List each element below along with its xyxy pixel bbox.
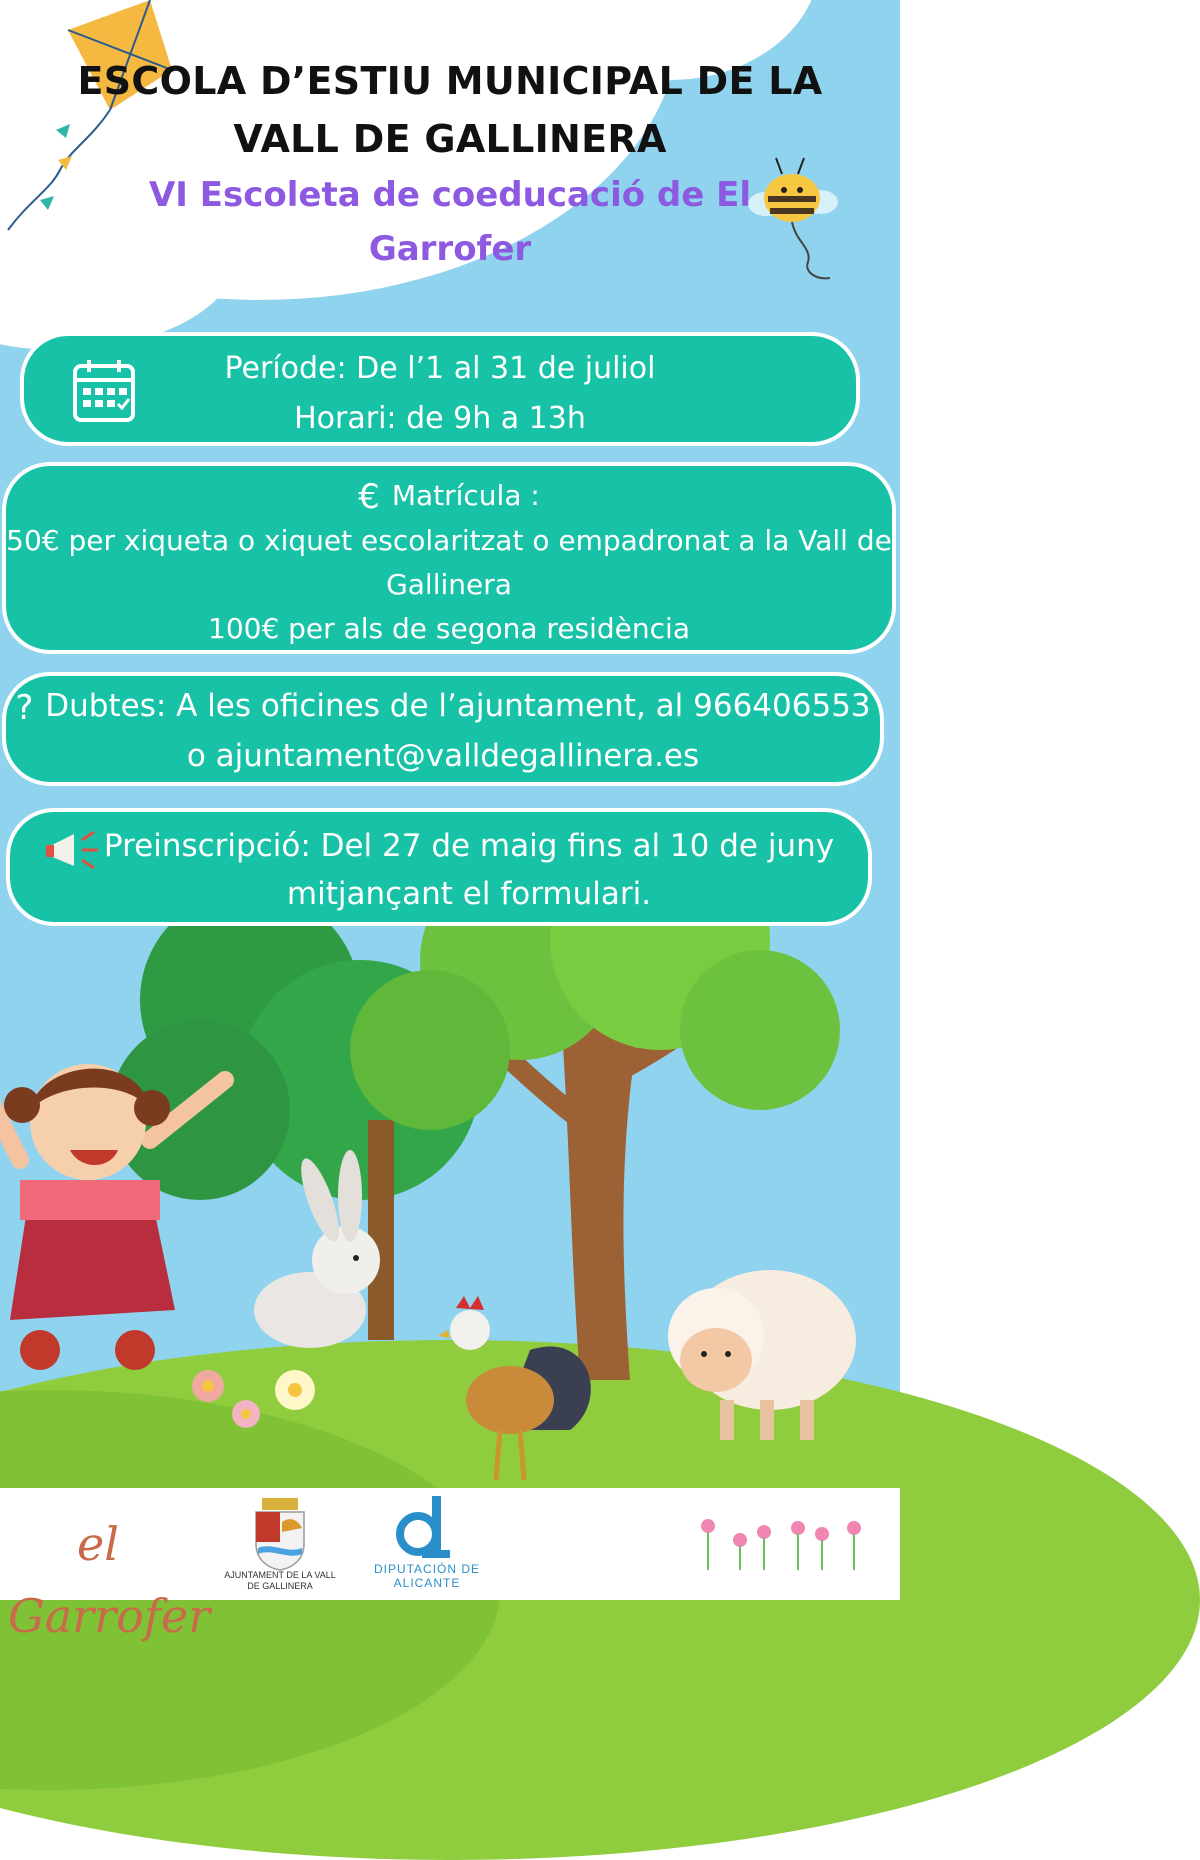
poster-title: ESCOLA D’ESTIU MUNICIPAL DE LA VALL DE GALLINERA xyxy=(77,59,823,161)
enrollment-heading: Matrícula : xyxy=(391,479,540,512)
fee-local-text: 50€ per xiqueta o xiquet escolaritzat o empadronat a la Vall de Gallinera xyxy=(6,524,892,601)
schedule-panel xyxy=(20,332,860,446)
questions-panel xyxy=(2,672,884,786)
megaphone-icon xyxy=(44,826,100,874)
preregistration-panel xyxy=(6,808,872,926)
fee-second-home-text: 100€ per als de segona residència xyxy=(208,612,690,645)
euro-icon: € xyxy=(358,477,380,517)
preregistration-text: Preinscripció: Del 27 de maig fins al 10 de juny mitjançant el formulari. xyxy=(103,828,835,912)
rooster-illustration xyxy=(440,1290,610,1490)
question-icon: ? xyxy=(15,687,34,728)
pink-flowers-decoration xyxy=(694,1510,884,1580)
garrofer-logo: el Garrofer xyxy=(8,1517,211,1643)
poster-subtitle: VI Escoleta de coeducació de El Garrofer xyxy=(148,175,752,269)
ajuntament-logo: AJUNTAMENT DE LA VALL DE GALLINERA xyxy=(224,1570,336,1591)
girl-illustration xyxy=(0,1050,250,1390)
enrollment-heading-line xyxy=(6,474,892,519)
questions-line xyxy=(6,682,880,780)
ajuntament-crest-icon xyxy=(252,1498,308,1570)
hours-text: Horari: de 9h a 13h xyxy=(294,401,586,436)
sheep-illustration xyxy=(650,1250,860,1460)
enrollment-panel xyxy=(2,462,896,654)
questions-text: Dubtes: A les oficines de l’ajuntament, al 966406553 o ajuntament@valldegallinera.es xyxy=(45,688,871,774)
diputacion-logo: DIPUTACIÓN DE ALICANTE xyxy=(373,1562,481,1590)
flowers-illustration xyxy=(180,1350,330,1450)
rabbit-illustration xyxy=(250,1150,390,1350)
period-text: Període: De l’1 al 31 de juliol xyxy=(224,351,656,386)
diputacion-logo-icon xyxy=(394,1494,454,1560)
calendar-icon xyxy=(72,358,136,424)
footer xyxy=(0,1488,900,1643)
